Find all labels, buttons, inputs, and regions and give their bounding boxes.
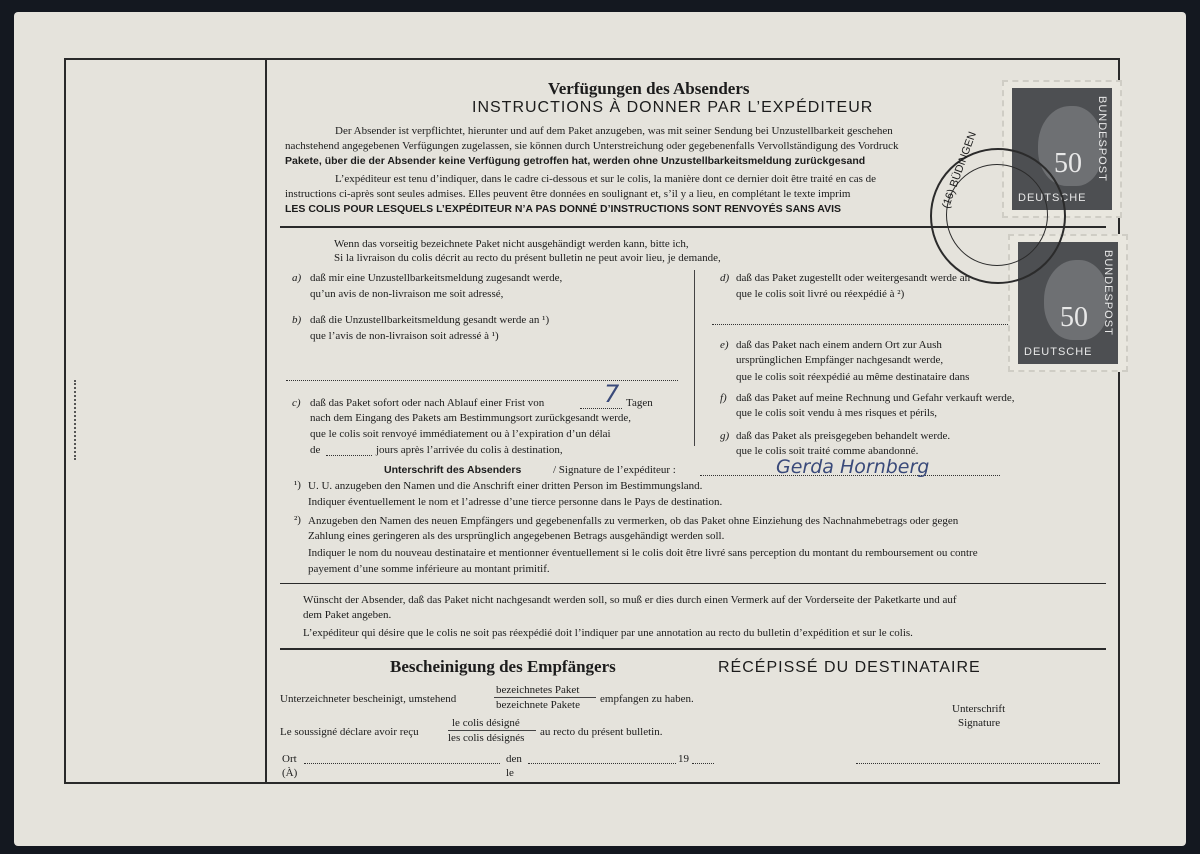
recipient-de-option-1: bezeichnetes Paket [496, 684, 580, 696]
recipient-signature-field [856, 763, 1100, 764]
option-c-fr-days-field [326, 455, 372, 456]
option-c-fr-1: que le colis soit renvoyé immédiatement ou à l’expiration d’un délai [310, 428, 611, 440]
recipient-year: 19 [678, 753, 689, 765]
sender-title-fr: INSTRUCTIONS À DONNER PAR L’EXPÉDITEUR [472, 99, 874, 116]
recipient-de-option-2: bezeichnete Pakete [496, 699, 580, 711]
recipient-year-field [692, 763, 714, 764]
intro-fr-1: L’expéditeur est tenu d’indiquer, dans le cadre ci-dessous et sur le colis, la manière dont ce dernier doit être traité en cas de [335, 173, 876, 185]
recipient-le-label: le [506, 767, 514, 779]
recipient-fr-option-2: les colis désignés [448, 732, 525, 744]
option-f-de: daß das Paket auf meine Rechnung und Gefahr verkauft werde, [736, 392, 1015, 404]
stamp-1-country: DEUTSCHE [1018, 192, 1087, 204]
footnote-1-fr: Indiquer éventuellement le nom et l’adresse d’une tierce personne dans le Pays de destination. [308, 496, 723, 508]
recipient-fr-suffix: au recto du présent bulletin. [540, 726, 663, 738]
recipient-date-field [528, 763, 676, 764]
note-fr: L’expéditeur qui désire que le colis ne soit pas réexpédié doit l’indiquer par une annotation au recto du bulletin d’expédition et sur le colis. [303, 627, 913, 639]
stamp-1-value: 50 [1054, 148, 1082, 179]
option-a-de: daß mir eine Unzustellbarkeitsmeldung zugesandt werde, [310, 272, 563, 284]
stamp-2-issuer: BUNDESPOST [1102, 250, 1114, 336]
option-c-days-field [580, 408, 622, 409]
recipient-fr-option-1: le colis désigné [452, 717, 520, 729]
stamp-2-value: 50 [1060, 302, 1088, 333]
request-de: Wenn das vorseitig bezeichnete Paket nicht ausgehändigt werden kann, bitte ich, [334, 238, 689, 250]
sender-title-de: Verfügungen des Absenders [548, 79, 750, 98]
intro-fr-2: instructions ci-après sont seules admises. Elles peuvent être données en soulignant et, s’il y a lieu, en complétant le texte imprim [285, 188, 851, 200]
options-column-divider [694, 270, 695, 446]
footnote-2-mark: ²) [294, 514, 301, 526]
option-f-letter: f) [720, 392, 727, 404]
option-g-de: daß das Paket als preisgegeben behandelt werde. [736, 430, 951, 442]
intro-de-1: Der Absender ist verpflichtet, hierunter und auf dem Paket anzugeben, was mit seiner Sendung bei Unzustellbarkeit geschehen [335, 125, 893, 137]
recipient-den-label: den [506, 753, 522, 765]
option-g-letter: g) [720, 430, 730, 442]
stamp-1-issuer: BUNDESPOST [1096, 96, 1108, 182]
option-a-fr: qu’un avis de non-livraison me soit adressé, [310, 288, 504, 300]
option-c-de-2: nach dem Eingang des Pakets am Bestimmungsort zurückgesandt werde, [310, 412, 632, 424]
postmark-text: (16) BÜDINGEN [940, 130, 979, 211]
left-column-divider [265, 58, 267, 784]
recipient-de-suffix: empfangen zu haben. [600, 693, 694, 705]
footnote-2-de-1: Anzugeben den Namen des neuen Empfängers und gegebenenfalls zu vermerken, ob das Paket ohne Einziehung des Nachnahmebetrags oder gegen [308, 515, 959, 527]
intro-fr-3: LES COLIS POUR LESQUELS L’EXPÉDITEUR N’A PAS DONNÉ D’INSTRUCTIONS SONT RENVOYÉS SANS AVIS [285, 203, 841, 215]
option-e-letter: e) [720, 339, 729, 351]
option-c-letter: c) [292, 397, 301, 409]
intro-de-2: nachstehend angegebenen Verfügungen zugelassen, sie können durch Unterstreichung oder gegebenenfalls Vervollständigung des Vordruck [285, 140, 899, 152]
option-c-days-value: 7 [604, 380, 620, 408]
option-c-tagen: Tagen [626, 397, 653, 409]
note-de-2: dem Paket angeben. [303, 609, 392, 621]
option-a-letter: a) [292, 272, 302, 284]
postmark-cancellation [930, 130, 1066, 284]
option-d-letter: d) [720, 272, 730, 284]
option-f-fr: que le colis soit vendu à mes risques et périls, [736, 407, 938, 419]
footnote-1-mark: ¹) [294, 479, 301, 491]
request-fr: Si la livraison du colis décrit au recto du présent bulletin ne peut avoir lieu, je demande, [334, 252, 721, 264]
signature-label-fr: / Signature de l’expéditeur : [553, 464, 676, 476]
option-c-de-1: daß das Paket sofort oder nach Ablauf einer Frist von [310, 397, 545, 409]
intro-de-3: Pakete, über die der Absender keine Verfügung getroffen hat, werden ohne Unzustellbarkeitsmeldung zurückgesand [285, 155, 866, 167]
sender-signature: Gerda Hornberg [776, 456, 930, 478]
option-d-fr: que le colis soit livré ou réexpédié à ²) [736, 288, 905, 300]
signature-label-de: Unterschrift des Absenders [384, 464, 522, 476]
option-b-letter: b) [292, 314, 302, 326]
recipient-ort-label: Ort [282, 753, 297, 765]
recipient-signature-de: Unterschrift [952, 703, 1006, 715]
recipient-title-de: Bescheinigung des Empfängers [390, 657, 616, 676]
divider-middle [280, 583, 1106, 584]
option-b-de: daß die Unzustellbarkeitsmeldung gesandt werde an ¹) [310, 314, 550, 326]
stamp-2-country: DEUTSCHE [1024, 346, 1093, 358]
option-b-fr: que l’avis de non-livraison soit adressé à ¹) [310, 330, 499, 342]
footnote-2-fr-2: payement d’une somme inférieure au montant primitif. [308, 563, 550, 575]
recipient-signature-fr: Signature [958, 717, 1001, 729]
recipient-de-prefix: Unterzeichneter bescheinigt, umstehend [280, 693, 457, 705]
recipient-fr-prefix: Le soussigné déclare avoir reçu [280, 726, 419, 738]
recipient-title-fr: RÉCÉPISSÉ DU DESTINATAIRE [718, 659, 981, 676]
footnote-2-fr-1: Indiquer le nom du nouveau destinataire et mentionner éventuellement si le colis doit être livré sans perception du montant du remboursement ou contre [308, 547, 978, 559]
recipient-place-field [304, 763, 500, 764]
divider-recipient [280, 648, 1106, 650]
option-e-de-2: ursprünglichen Empfänger nachgesandt werde, [736, 354, 944, 366]
note-de-1: Wünscht der Absender, daß das Paket nicht nachgesandt werden soll, so muß er dies durch einen Vermerk auf der Vorderseite der Paketkarte und auf [303, 594, 957, 606]
punch-hole-mark [74, 380, 82, 460]
option-d-de: daß das Paket zugestellt oder weitergesandt werde an [736, 272, 971, 284]
option-c-fr-2b: jours après l’arrivée du colis à destination, [376, 444, 563, 456]
footnote-2-de-2: Zahlung eines geringeren als des ursprünglich angegebenen Betrags ausgehändigt werden soll. [308, 530, 725, 542]
option-d-address-line [712, 324, 1012, 325]
footnote-1-de: U. U. anzugeben den Namen und die Anschrift einer dritten Person im Bestimmungsland. [308, 480, 703, 492]
option-g-fr: que le colis soit traité comme abandonné. [736, 445, 919, 457]
option-c-fr-2a: de [310, 444, 321, 456]
option-e-de-1: daß das Paket nach einem andern Ort zur Aush [736, 339, 942, 351]
option-e-fr: que le colis soit réexpédié au même destinataire dans [736, 371, 970, 383]
recipient-a-label: (À) [282, 767, 298, 779]
